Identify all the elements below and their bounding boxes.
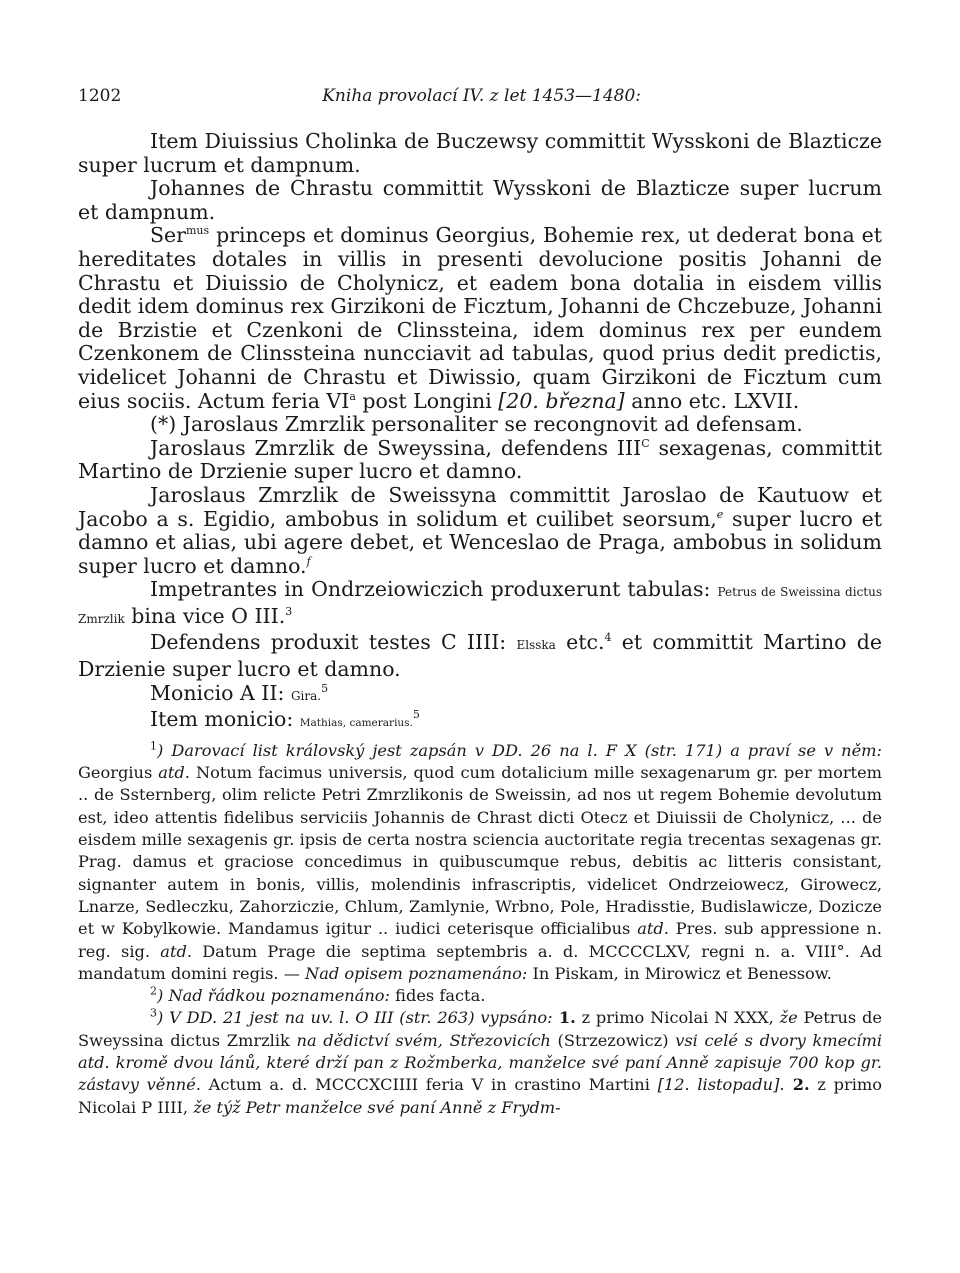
footnote-1: $^1$) Darovací list královský jest zapsán v DD. 26 na l. F X (str. 171) a praví se v něm: Georgius atd. Notum facimus universis, quod cum dotalicium mille sexagenarum gr. per mortem .. de Ssternberg, olim relicte Petri Zmrzlikonis de Sweissin, ad nos ut regem Bohemie devolutum est, ideo attentis fidelibus serviciis Johannis de Chrast dicti Otecz et Diuissii de Cholynicz, ... de eisdem mille sexagenis gr. ipsis de certa nostra sciencia auctoritate regia trecentas sexagenas gr. Prag. damus et graciose concedimus in quibuscumque rebus, debitis ac litteris consistant, signanter autem in bonis, villis, molendinis infrascriptis, videlicet Ondrzeiowecz, Girowecz, Lnarze, Sedleczku, Zahorziczie, Chlum, Zamlynie, Wrbno, Pole, Hradisstie, Budislawicze, Dozicze et w Kobylkowie. Mandamus igitur .. iudici ceterisque officialibus atd. Pres. sub appressione n. reg. sig. atd. Datum Prage die septima septembris a. d. MCCCCLXV, regni n. a. VIII°. Ad mandatum domini regis. — Nad opisem poznamenáno: In Piskam, in Mirowicz et Benessow. <box>78 739 883 983</box>
running-header <box>78 84 882 108</box>
paragraph-3: Ser$^{mus}$ princeps et dominus Georgius, Bohemie rex, ut dederat bona et hereditates dotales in villis in presenti devolucione positis Johanni de Chrastu et Diuissio de Cholynicz, et eadem bona dotalia in eisdem villis dedit idem dominus rex Girzikoni de Ficztum, Johanni de Chczebuze, Johanni de Brzistie et Czenkoni de Clinssteina, idem dominus rex per eundem Czenkonem de Clinssteina nuncciavit ad tabulas, quod prius dedit predictis, videlicet Johanni de Chrastu et Diwissio, quam Girzikoni de Ficztum cum eius sociis. Actum feria $VI^a$ post Longini [20. března] anno etc. LXVII. <box>78 223 883 413</box>
footnotes <box>78 740 882 1119</box>
paragraph-8: Defendens produxit testes C IIII: Elsska etc.$^4$ et committit Martino de Drzienie super lucro et damno. <box>78 630 883 682</box>
running-title: Kniha provolací IV. z let 1453—1480: <box>322 86 642 106</box>
paragraph-4: (*) Jaroslaus Zmrzlik personaliter se recongnovit ad defensam. <box>150 412 803 437</box>
paragraph-2: Johannes de Chrastu committit Wysskoni de Blazticze super lucrum et dampnum. <box>78 176 882 224</box>
document-page <box>78 84 882 1119</box>
main-text <box>78 130 882 736</box>
paragraph-6: Jaroslaus Zmrzlik de Sweissyna committit Jaroslao de Kautuow et Jacobo a s. Egidio, ambobus in solidum et cuilibet seorsum,$^e$ super lucro et damno et alias, ubi agere debet, et Wenceslao de Praga, ambobus in solidum super lucro et damno.$^f$ <box>78 482 882 578</box>
page-number: 1202 <box>78 86 122 106</box>
footnote-2: $^2$) Nad řádkou poznamenáno: fides facta. <box>150 984 486 1006</box>
footnote-3: $^3$) V DD. 21 jest na uv. l. O III (str. 263) vypsáno: 1. z primo Nicolai N XXX, že Petrus de Sweyssina dictus Zmrzlik na dědictví svém, Střezovicích (Strzezowicz) vsi celé s dvory kmecími atd. kromě dvou lánů, které drží pan z Rožmberka, manželce své paní Anně zapisuje 700 kop gr. zástavy věnné. Actum a. d. MCCCXCIIII feria V in crastino Martini [12. listopadu]. 2. z primo Nicolai P IIII, že týž Petr manželce své paní Anně z Frydm- <box>78 1007 882 1117</box>
paragraph-7: Impetrantes in Ondrzeiowiczich produxerunt tabulas: Petrus de Sweissina dictus Zmrzlik bina vice O III.$^3$ <box>78 577 882 628</box>
paragraph-5: Jaroslaus Zmrzlik de Sweyssina, defendens $III^C$ sexagenas, committit Martino de Drzienie super lucro et damno. <box>78 435 882 484</box>
paragraph-9: Monicio A II: Gira.$^5$ <box>150 680 329 705</box>
paragraph-1: Item Diuissius Cholinka de Buczewsy committit Wysskoni de Blazticze super lucrum et dampnum. <box>78 129 882 177</box>
paragraph-10: Item monicio: Mathias, camerarius.$^5$ <box>150 707 420 732</box>
